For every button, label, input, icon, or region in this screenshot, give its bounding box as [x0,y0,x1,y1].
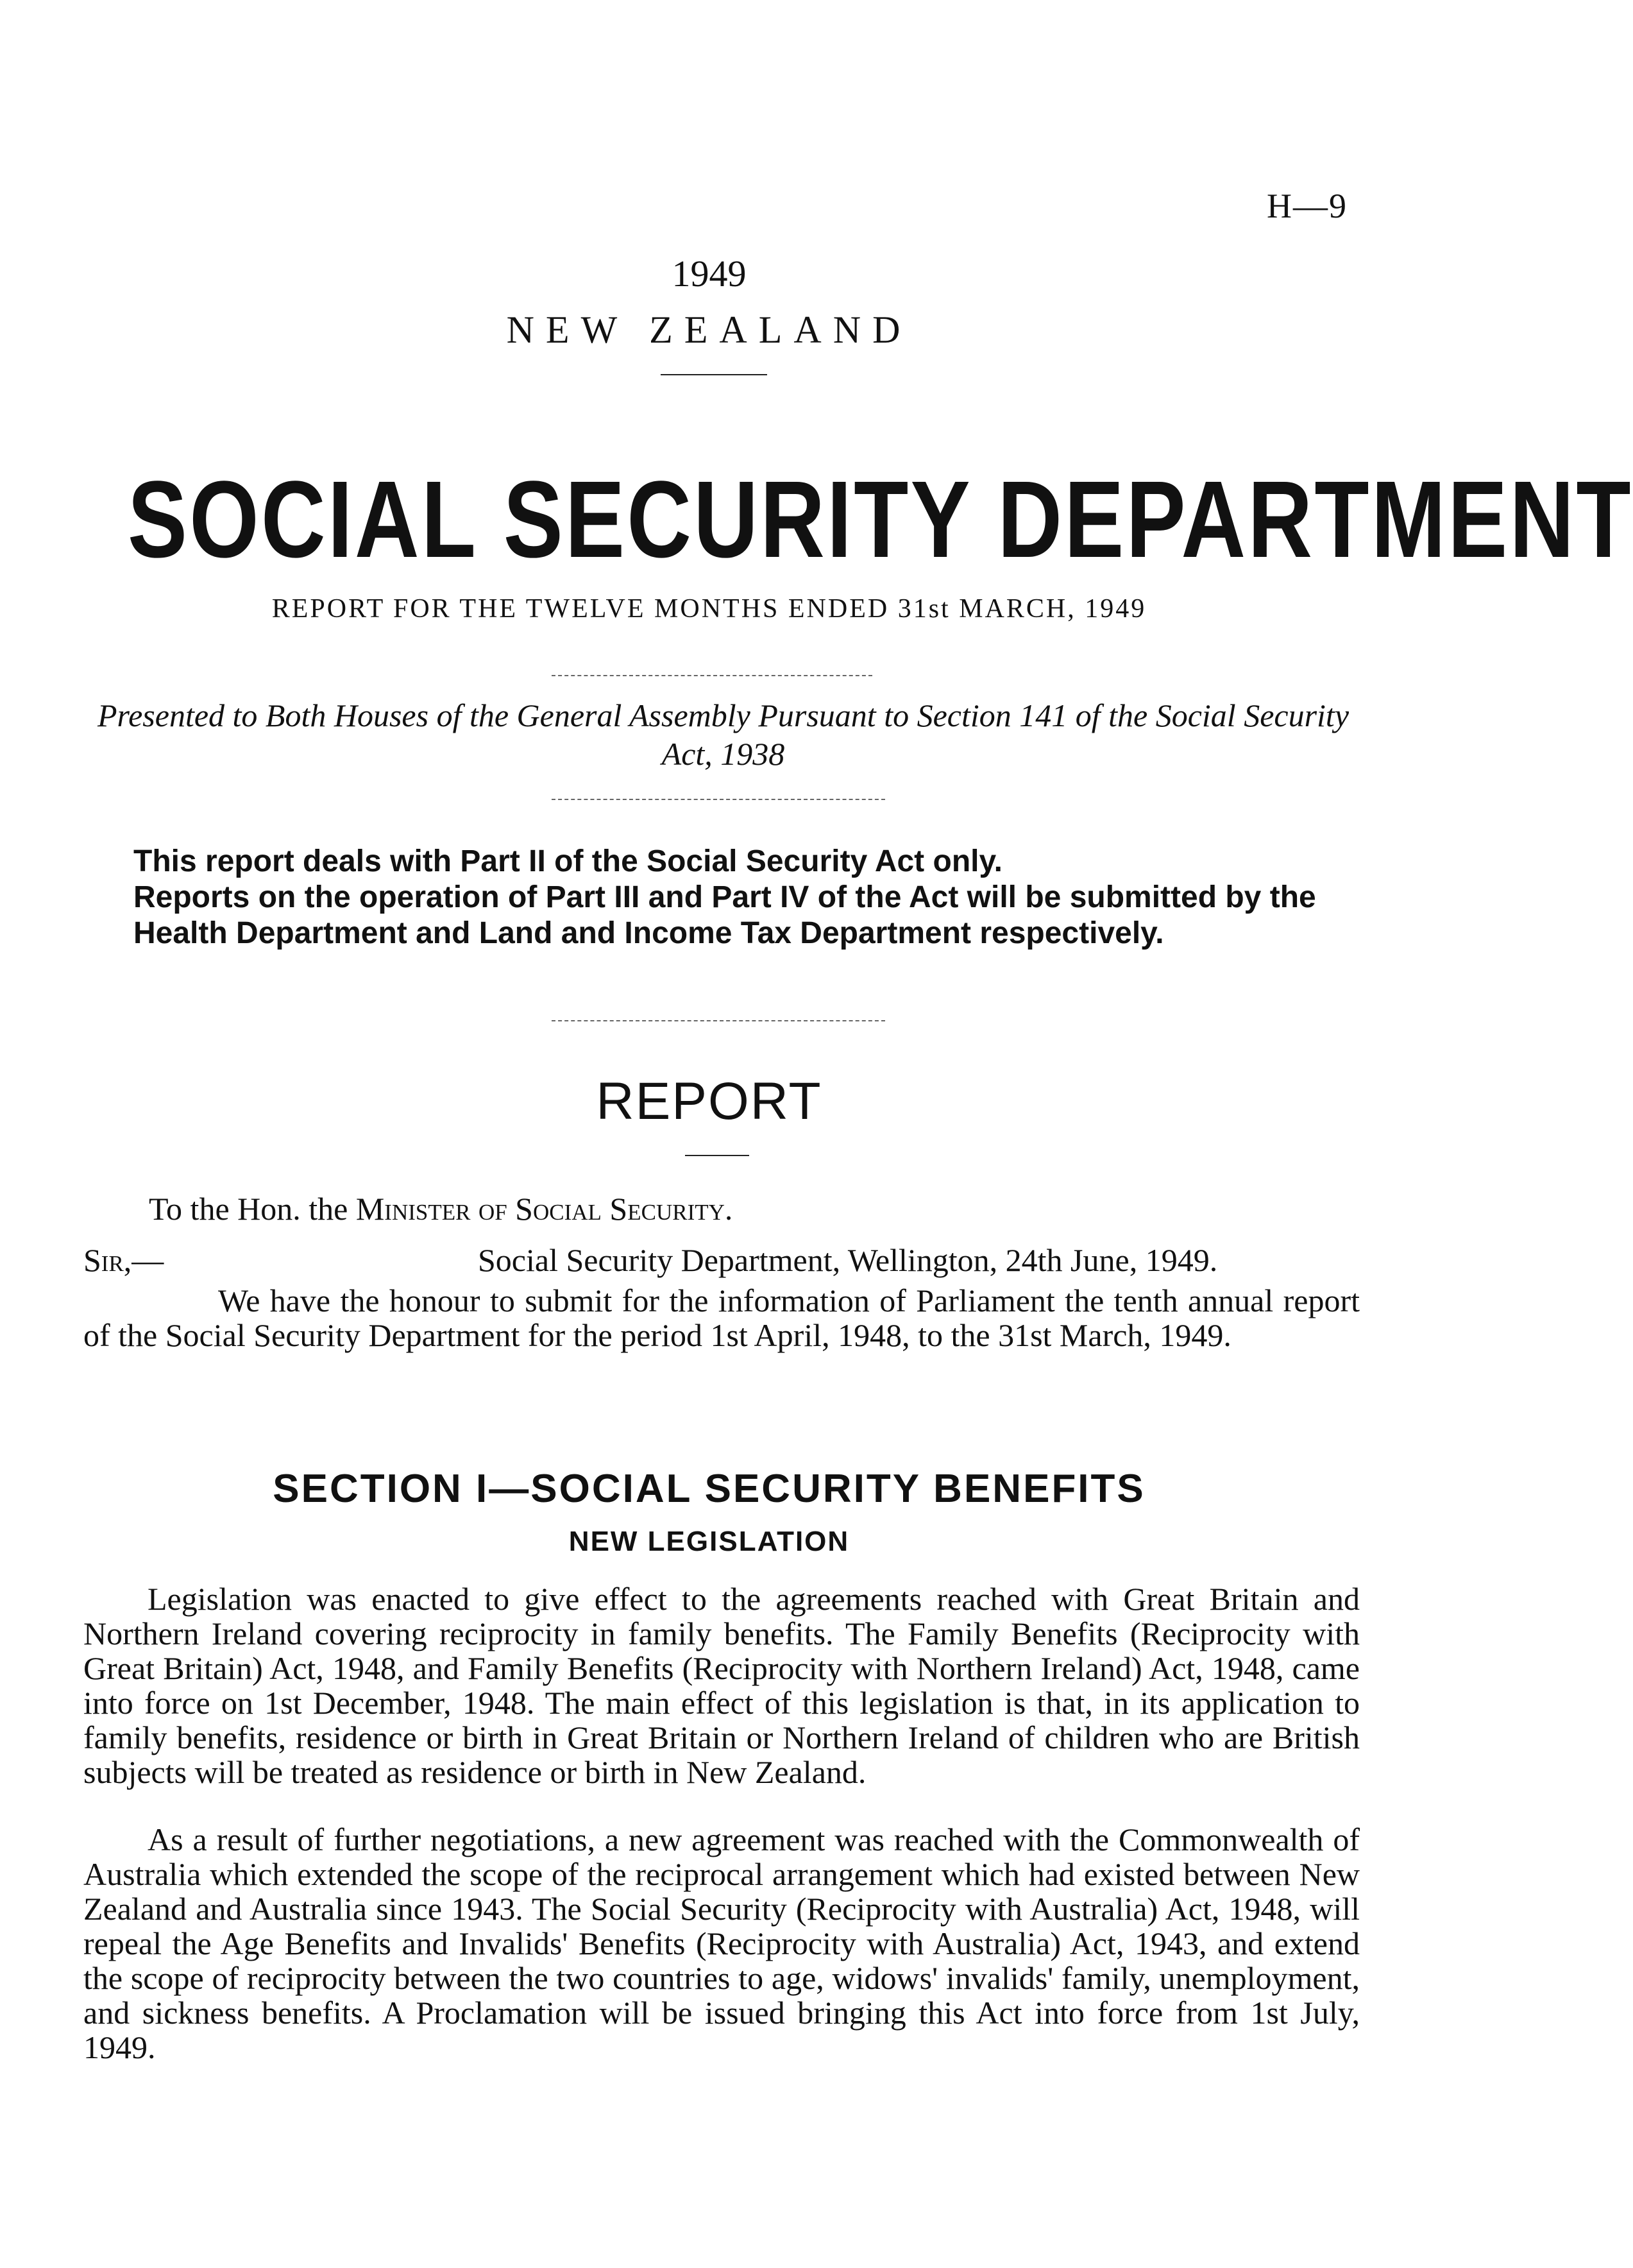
header-divider [661,374,767,375]
page-number: H—9 [1267,187,1348,225]
title-divider [552,675,872,676]
document-year: 1949 [672,253,747,294]
presented-divider [552,799,885,800]
department-title: SOCIAL SECURITY DEPARTMENT [127,459,1633,581]
report-heading: REPORT [596,1072,822,1130]
intro-paragraph: We have the honour to submit for the information of Parliament the tenth annual report of the Social Security Department for the period 1st April, 1948, to the 31st March, 1949. [83,1283,1360,1353]
scope-note [83,844,1360,951]
addressee-line [149,1190,732,1227]
letter-origin: Social Security Department, Wellington, 24th June, 1949. [478,1242,1218,1278]
addressee-prefix: To the Hon. the [149,1191,356,1227]
scope-note-line: This report deals with Part II of the Social Security Act only. [133,844,1003,878]
salutation: Sir,— [83,1242,164,1278]
report-divider [685,1155,749,1156]
addressee-title: Minister of Social Security. [355,1191,733,1227]
country-name: NEW ZEALAND [506,309,912,351]
body-paragraph: As a result of further negotiations, a new agreement was reached with the Commonwealth of Australia which extended the scope of the reciprocal arrangement which had existed between New Zealand and Australia since 1943. The Social Security (Reciprocity with Australia) Act, 1948, will repeal the Age Benefits and Invalids' Benefits (Reciprocity with Australia) Act, 1943, and extend the scope of reciprocity between the two countries to age, widows' invalids' family, unemployment, and sickness benefits. A Proclamation will be issued bringing this Act into force from 1st July, 1949. [83,1821,1360,2065]
scope-note-line: Reports on the operation of Part III and Part IV of the Act will be submitted by the Health Department and Land and Income Tax Department respectively. [133,880,1316,950]
presented-statement: Presented to Both Houses of the General Assembly Pursuant to Section 141 of the Social Security Act, 1938 [97,697,1350,772]
section-heading: SECTION I—SOCIAL SECURITY BENEFITS [273,1467,1146,1511]
section-subheading: NEW LEGISLATION [568,1526,850,1557]
report-period: REPORT FOR THE TWELVE MONTHS ENDED 31st MARCH, 1949 [271,594,1147,624]
scope-divider [552,1020,885,1021]
body-paragraph: Legislation was enacted to give effect to the agreements reached with Great Britain and Northern Ireland covering reciprocity in family benefits. The Family Benefits (Reciprocity with Great Britain) Act, 1948, and Family Benefits (Reciprocity with Northern Ireland) Act, 1948, came into force on 1st December, 1948. The main effect of this legislation is that, in its application to family benefits, residence or birth in Great Britain or Northern Ireland of children who are British subjects will be treated as residence or birth in New Zealand. [83,1581,1360,1790]
